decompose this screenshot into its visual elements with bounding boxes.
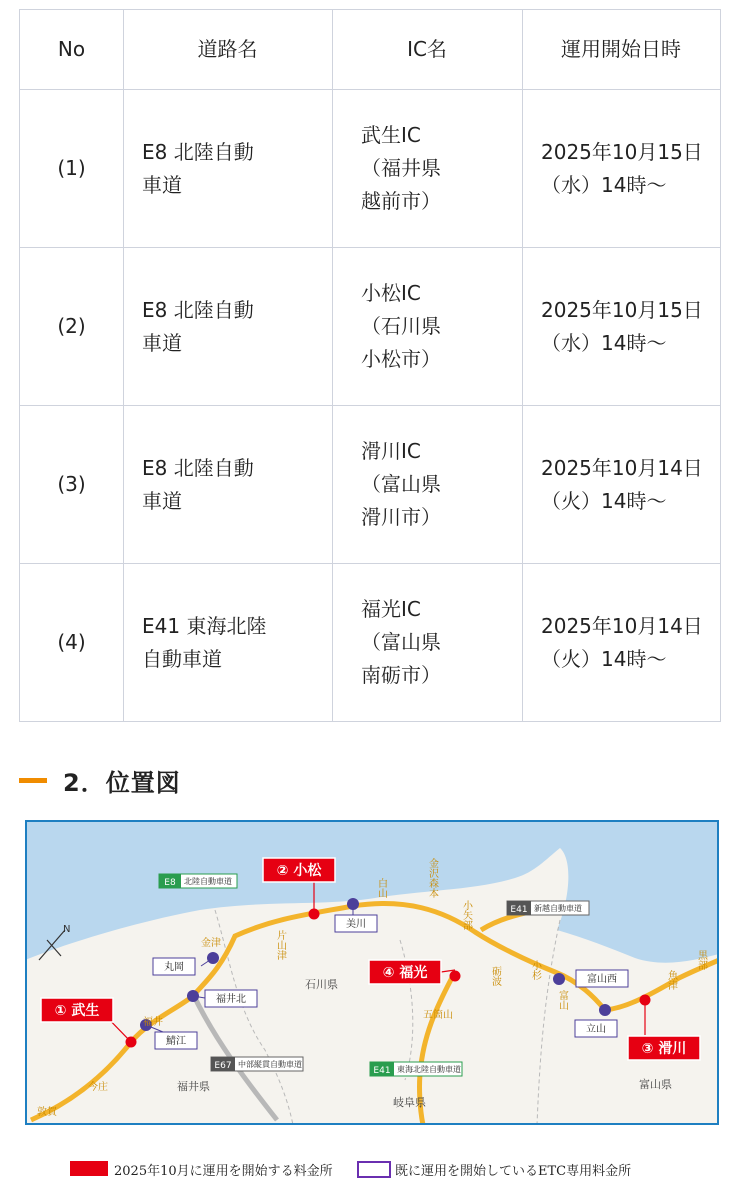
row-ic xyxy=(333,406,523,564)
pref-fukui: 福井県 xyxy=(177,1080,210,1093)
place-kosugi: 小杉 xyxy=(529,960,541,980)
etc-label-sabae: 鯖江 xyxy=(166,1036,186,1047)
row-no: (4) xyxy=(20,564,124,722)
e8-code: E8 xyxy=(164,878,176,888)
table-row xyxy=(20,564,721,722)
header-date: 運用開始日時 xyxy=(523,10,721,90)
row-date xyxy=(523,406,721,564)
legend-new-label: 2025年10月に運用を開始する料金所 xyxy=(114,1164,333,1179)
etc-label-mikawa: 美川 xyxy=(346,919,366,930)
e41-shinetsu-label: 新越自動車道 xyxy=(534,904,582,913)
ic-line: （福井県 xyxy=(361,156,441,180)
ic-line: 武生IC xyxy=(361,123,421,147)
road-line: E41 東海北陸 xyxy=(142,613,267,638)
table-row xyxy=(20,90,721,248)
etc-label-fukuikita: 福井北 xyxy=(216,994,246,1005)
row-no: (1) xyxy=(20,90,124,248)
legend-existing-label: 既に運用を開始しているETC専用料金所 xyxy=(395,1164,632,1179)
ic-line: （富山県 xyxy=(361,472,441,496)
row-no: (2) xyxy=(20,248,124,406)
table-header-row xyxy=(20,10,721,90)
road-label-e41-shinetsu xyxy=(507,901,589,915)
ic-table xyxy=(19,9,721,722)
location-map xyxy=(25,820,719,1125)
table-row xyxy=(20,406,721,564)
place-uozu: 魚津 xyxy=(665,970,677,990)
place-toyama: 富山 xyxy=(556,990,568,1010)
e41-code: E41 xyxy=(510,905,528,915)
road-line: 車道 xyxy=(142,330,182,355)
date-line: （火）14時～ xyxy=(541,488,667,513)
place-kurobe: 黒部 xyxy=(695,950,707,970)
ic-label-takefu: ① 武生 xyxy=(54,1003,100,1019)
pref-gifu: 岐阜県 xyxy=(393,1096,426,1109)
place-tsuruga: 敦賀 xyxy=(37,1107,57,1118)
section-title: 2．位置図 xyxy=(63,769,181,797)
ic-marker-tateyama xyxy=(599,1004,611,1016)
date-line: （水）14時～ xyxy=(541,330,667,355)
date-line: （火）14時～ xyxy=(541,646,667,671)
ic-marker-fukumitsu xyxy=(450,971,461,982)
ic-line: 越前市） xyxy=(361,189,441,213)
ic-line: 滑川IC xyxy=(361,439,421,463)
heading-accent-bar xyxy=(19,778,47,783)
place-fukui: 福井 xyxy=(143,1017,163,1028)
row-ic xyxy=(333,248,523,406)
place-imajo: 今庄 xyxy=(88,1082,108,1093)
e67-label: 中部縦貫自動車道 xyxy=(238,1060,302,1069)
date-line: 2025年10月14日 xyxy=(541,613,703,638)
date-line: （水）14時～ xyxy=(541,172,667,197)
row-road xyxy=(124,406,333,564)
row-date xyxy=(523,564,721,722)
header-road: 道路名 xyxy=(124,10,333,90)
row-ic xyxy=(333,90,523,248)
date-line: 2025年10月14日 xyxy=(541,455,703,480)
date-line: 2025年10月15日 xyxy=(541,139,703,164)
ic-label-namerikawa: ③ 滑川 xyxy=(641,1041,687,1057)
row-ic xyxy=(333,564,523,722)
road-line: 自動車道 xyxy=(142,646,222,671)
legend-new-swatch xyxy=(70,1161,108,1176)
row-road xyxy=(124,90,333,248)
ic-line: （富山県 xyxy=(361,630,441,654)
header-ic: IC名 xyxy=(333,10,523,90)
place-tonami: 砺波 xyxy=(489,966,501,986)
legend-existing-swatch xyxy=(357,1161,391,1178)
ic-label-komatsu: ② 小松 xyxy=(276,863,322,879)
row-road xyxy=(124,564,333,722)
ic-marker-toyamanishi xyxy=(553,973,565,985)
ic-line: 小松IC xyxy=(361,281,421,305)
e41-tokai-label: 東海北陸自動車道 xyxy=(397,1065,461,1074)
road-label-e8 xyxy=(159,874,237,888)
ic-label-fukumitsu: ④ 福光 xyxy=(382,965,428,981)
place-gokayama: 五箇山 xyxy=(423,1010,453,1021)
road-label-e41-tokai xyxy=(370,1062,462,1076)
road-line: E8 北陸自動 xyxy=(142,455,254,480)
place-katayamazu: 片山津 xyxy=(274,930,286,960)
row-no: (3) xyxy=(20,406,124,564)
ic-line: （石川県 xyxy=(361,314,441,338)
e41-tokai-code: E41 xyxy=(373,1066,391,1076)
place-hakusan: 白山 xyxy=(375,878,387,898)
road-line: E8 北陸自動 xyxy=(142,297,254,322)
table-row xyxy=(20,248,721,406)
header-no: No xyxy=(20,10,124,90)
etc-label-tateyama: 立山 xyxy=(586,1024,606,1035)
compass-north-label: N xyxy=(63,924,71,935)
road-line: 車道 xyxy=(142,172,182,197)
place-oyabe: 小矢部 xyxy=(460,900,472,930)
etc-label-maruoka: 丸岡 xyxy=(164,962,184,973)
ic-line: 福光IC xyxy=(361,597,421,621)
place-kanazawamorimoto: 金沢森本 xyxy=(426,858,438,898)
pref-ishikawa: 石川県 xyxy=(305,978,338,991)
road-line: 車道 xyxy=(142,488,182,513)
ic-line: 小松市） xyxy=(361,347,441,371)
etc-label-toyamanishi: 富山西 xyxy=(587,974,617,985)
e67-code: E67 xyxy=(214,1061,232,1071)
ic-line: 滑川市） xyxy=(361,505,441,529)
row-road xyxy=(124,248,333,406)
date-line: 2025年10月15日 xyxy=(541,297,703,322)
row-date xyxy=(523,248,721,406)
row-date xyxy=(523,90,721,248)
road-label-e67 xyxy=(211,1057,303,1071)
pref-toyama: 富山県 xyxy=(639,1078,672,1091)
road-line: E8 北陸自動 xyxy=(142,139,254,164)
ic-line: 南砺市） xyxy=(361,663,441,687)
e8-label: 北陸自動車道 xyxy=(184,877,232,886)
place-kanazu: 金津 xyxy=(201,938,221,949)
